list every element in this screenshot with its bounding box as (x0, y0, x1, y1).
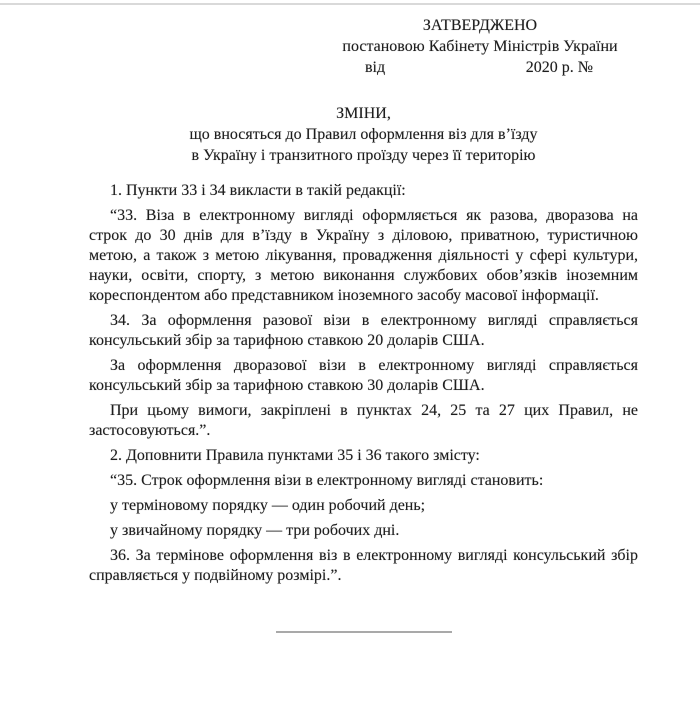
title-line-2: що вносяться до Правил оформлення віз для в’їзду (189, 126, 538, 143)
approval-heading: ЗАТВЕРДЖЕНО (422, 17, 538, 34)
paragraph-point-33: “33. Віза в електронному вигляді оформляється як разова, дворазова на строк до 30 днів для в’їзду в Україну з діловою, приватною, туристичною метою, а також з метою лікування, провадження діяльності у сфері культури, науки, освіти, спорту, з метою виконання службових обов’язків іноземним кореспондентом або представником іноземного засобу масової інформації. (89, 207, 638, 304)
title-line-3: в Україну і транзитного проїзду через її територію (191, 147, 536, 164)
paragraph-point-35: “35. Строк оформлення візи в електронному вигляді становить: (110, 472, 544, 489)
paragraph-point-36: 36. За термінове оформлення віз в електронному вигляді консульський збір справляється у подвійному розмірі.”. (89, 547, 638, 584)
signature-divider (276, 631, 452, 633)
paragraph-point-34-double: За оформлення дворазової візи в електронному вигляді справляється консульський збір за тарифною ставкою 30 доларів США. (89, 357, 638, 394)
paragraph-point-35-regular: у звичайному порядку — три робочих дні. (110, 522, 400, 539)
approval-date-prefix: від (365, 59, 386, 76)
document-content (89, 0, 638, 633)
paragraph-point-34-single: 34. За оформлення разової візи в електронному вигляді справляється консульський збір за тарифною ставкою 20 доларів США. (89, 312, 638, 349)
paragraph-item-2: 2. Доповнити Правила пунктами 35 і 36 такого змісту: (110, 447, 480, 464)
approval-block (337, 15, 623, 78)
paragraph-item-1: 1. Пункти 33 і 34 викласти в такій редакції: (110, 182, 406, 199)
document-title (89, 103, 638, 166)
approval-authority: постановою Кабінету Міністрів України (342, 38, 618, 55)
approval-date-value: 2020 р. № (525, 59, 593, 76)
document-body (89, 181, 638, 586)
paragraph-point-35-urgent: у терміновому порядку — один робочий день; (110, 497, 426, 514)
paragraph-point-34-note: При цьому вимоги, закріплені в пунктах 24, 25 та 27 цих Правил, не застосовуються.”. (89, 402, 638, 439)
title-line-1: ЗМІНИ, (336, 105, 391, 122)
approval-date-row (337, 57, 623, 78)
